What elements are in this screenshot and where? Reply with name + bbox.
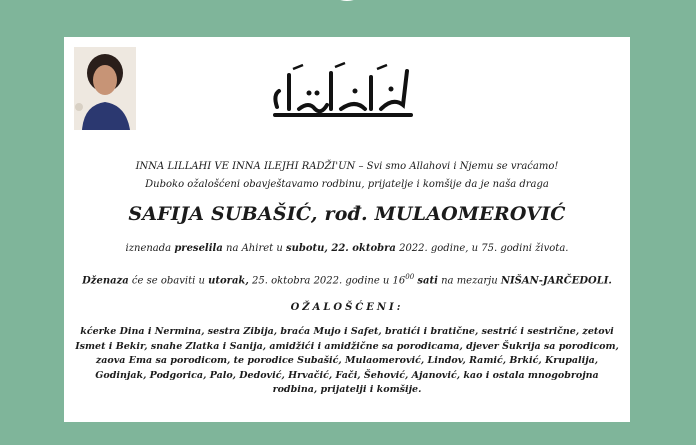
mourners-list: kćerke Dina i Nermina, sestra Zibija, braća Mujo i Safet, bratići i bratične, sestrić i sestrične, zetovi Ismet i Bekir, snahe Zlatka i Sanija, amidžići i amidžične sa porodicama, djever Šukrija sa porodicom, zaova Ema sa porodicom, te porodice Subašić, Mulaomerović, Lindov, Ramić, Brkić, Krupalija, Godinjak, Podgorica, Palo, Dedović, Hrvačić, Fači, Šehović, Ajanović, kao i ostala mnogobrojna rodbina, prijatelji i komšije. xyxy=(75,326,619,396)
announcement-text: Duboko ožalošćeni obavještavamo rodbinu, prijatelje i komšije da je naša draga xyxy=(145,179,549,190)
mourners-heading: OŽALOŠĆENI: xyxy=(290,302,404,313)
death-details: iznenada preselila na Ahiret u subotu, 22. oktobra 2022. godine, u 75. godini života. xyxy=(125,243,569,254)
arabic-calligraphy xyxy=(269,55,417,121)
islamic-formula: INNA LILLAHI VE INNA ILEJHI RADŽI'UN – Svi smo Allahovi i Njemu se vraćamo! xyxy=(135,161,559,172)
deceased-name: SAFIJA SUBAŠIĆ, rođ. MULAOMEROVIĆ xyxy=(128,203,566,225)
crescent-icon xyxy=(318,0,376,24)
funeral-details: Dženaza će se obaviti u utorak, 25. oktobra 2022. godine u $16^{00}$ sati na mezarju NIŠAN-JARČEDOLI. xyxy=(82,273,612,287)
deceased-photo xyxy=(74,47,136,130)
obituary-card xyxy=(64,37,630,422)
